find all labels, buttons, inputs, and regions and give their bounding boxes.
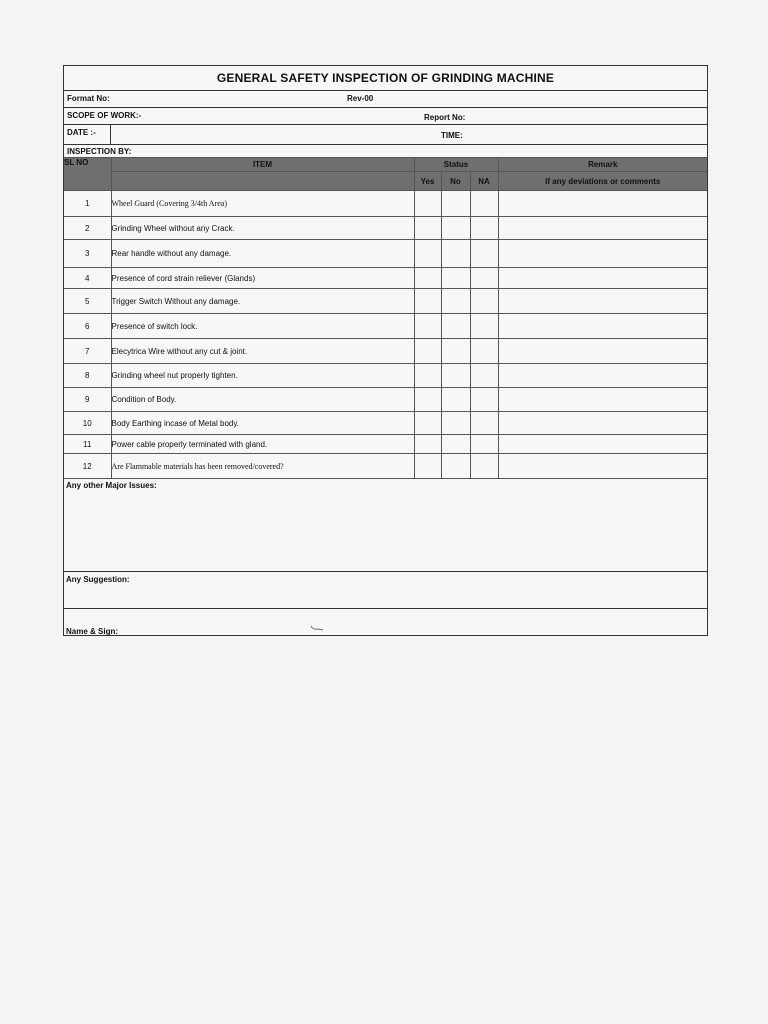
no-cell[interactable] [441,454,470,479]
na-cell[interactable] [470,339,498,364]
inspection-by-row [64,145,707,157]
no-cell[interactable] [441,268,470,289]
na-cell[interactable] [470,435,498,454]
no-cell[interactable] [441,339,470,364]
na-cell[interactable] [470,364,498,388]
yes-cell[interactable] [414,240,441,268]
table-header-row [64,158,707,172]
yes-cell[interactable] [414,217,441,240]
row-sl: 6 [64,314,111,339]
row-sl: 12 [64,454,111,479]
row-item: Elecytrica Wire without any cut & joint. [111,339,414,364]
remark-cell[interactable] [498,454,707,479]
row-item: Are Flammable materials has been removed/covered? [111,454,414,479]
yes-cell[interactable] [414,435,441,454]
header-status: Status [414,158,498,172]
remark-cell[interactable] [498,314,707,339]
pen-mark-icon [310,625,324,631]
date-row [64,125,707,145]
yes-cell[interactable] [414,364,441,388]
time-label: TIME: [441,131,463,140]
row-item: Grinding wheel nut properly tighten. [111,364,414,388]
header-item-blank [111,172,414,191]
table-row [64,217,707,240]
row-item: Wheel Guard (Covering 3/4th Area) [111,191,414,217]
no-cell[interactable] [441,435,470,454]
remark-cell[interactable] [498,339,707,364]
row-item: Rear handle without any damage. [111,240,414,268]
na-cell[interactable] [470,240,498,268]
table-row [64,339,707,364]
form-title: GENERAL SAFETY INSPECTION OF GRINDING MACHINE [64,66,707,91]
table-row [64,289,707,314]
yes-cell[interactable] [414,412,441,435]
inspection-table [64,157,707,479]
na-cell[interactable] [470,191,498,217]
header-remark-sub: If any deviations or comments [498,172,707,191]
table-row [64,191,707,217]
report-no-label: Report No: [424,113,466,122]
table-row [64,435,707,454]
na-cell[interactable] [470,268,498,289]
row-sl: 1 [64,191,111,217]
table-row [64,268,707,289]
row-sl: 7 [64,339,111,364]
na-cell[interactable] [470,388,498,412]
format-row [64,91,707,108]
table-row [64,388,707,412]
remark-cell[interactable] [498,191,707,217]
no-cell[interactable] [441,314,470,339]
no-cell[interactable] [441,289,470,314]
row-item: Power cable properly terminated with gland. [111,435,414,454]
table-row [64,454,707,479]
no-cell[interactable] [441,388,470,412]
row-item: Trigger Switch Without any damage. [111,289,414,314]
na-cell[interactable] [470,217,498,240]
table-row [64,314,707,339]
row-sl: 2 [64,217,111,240]
row-item: Presence of cord strain reliever (Glands) [111,268,414,289]
remark-cell[interactable] [498,289,707,314]
header-no: No [441,172,470,191]
row-item: Body Earthing incase of Metal body. [111,412,414,435]
na-cell[interactable] [470,314,498,339]
row-sl: 3 [64,240,111,268]
row-sl: 11 [64,435,111,454]
yes-cell[interactable] [414,454,441,479]
name-sign-section[interactable] [64,608,707,635]
other-issues-label: Any other Major Issues: [66,481,157,490]
date-divider [110,125,111,144]
na-cell[interactable] [470,289,498,314]
inspection-form [63,65,708,636]
other-issues-section[interactable] [64,479,707,571]
no-cell[interactable] [441,191,470,217]
remark-cell[interactable] [498,268,707,289]
header-sl-no: SL NO [64,158,111,191]
header-yes: Yes [414,172,441,191]
remark-cell[interactable] [498,364,707,388]
remark-cell[interactable] [498,435,707,454]
format-no-label: Format No: [67,94,110,103]
row-sl: 5 [64,289,111,314]
header-item: ITEM [111,158,414,172]
na-cell[interactable] [470,412,498,435]
remark-cell[interactable] [498,217,707,240]
table-row [64,240,707,268]
scope-label: SCOPE OF WORK:- [67,111,142,120]
yes-cell[interactable] [414,388,441,412]
inspection-by-label: INSPECTION BY: [67,147,132,156]
remark-cell[interactable] [498,388,707,412]
header-remark: Remark [498,158,707,172]
row-item: Presence of switch lock. [111,314,414,339]
remark-cell[interactable] [498,412,707,435]
no-cell[interactable] [441,364,470,388]
row-sl: 10 [64,412,111,435]
no-cell[interactable] [441,217,470,240]
table-row [64,412,707,435]
table-row [64,364,707,388]
no-cell[interactable] [441,412,470,435]
header-na: NA [470,172,498,191]
suggestion-label: Any Suggestion: [66,575,130,584]
no-cell[interactable] [441,240,470,268]
row-item: Grinding Wheel without any Crack. [111,217,414,240]
yes-cell[interactable] [414,314,441,339]
yes-cell[interactable] [414,268,441,289]
table-subheader-row [64,172,707,191]
rev-label: Rev-00 [347,94,374,103]
row-sl: 4 [64,268,111,289]
suggestion-section[interactable] [64,571,707,608]
yes-cell[interactable] [414,339,441,364]
yes-cell[interactable] [414,191,441,217]
date-label: DATE :- [67,128,96,137]
name-sign-label: Name & Sign: [66,627,119,636]
remark-cell[interactable] [498,240,707,268]
row-item: Condition of Body. [111,388,414,412]
scope-row [64,108,707,125]
row-sl: 9 [64,388,111,412]
yes-cell[interactable] [414,289,441,314]
row-sl: 8 [64,364,111,388]
na-cell[interactable] [470,454,498,479]
